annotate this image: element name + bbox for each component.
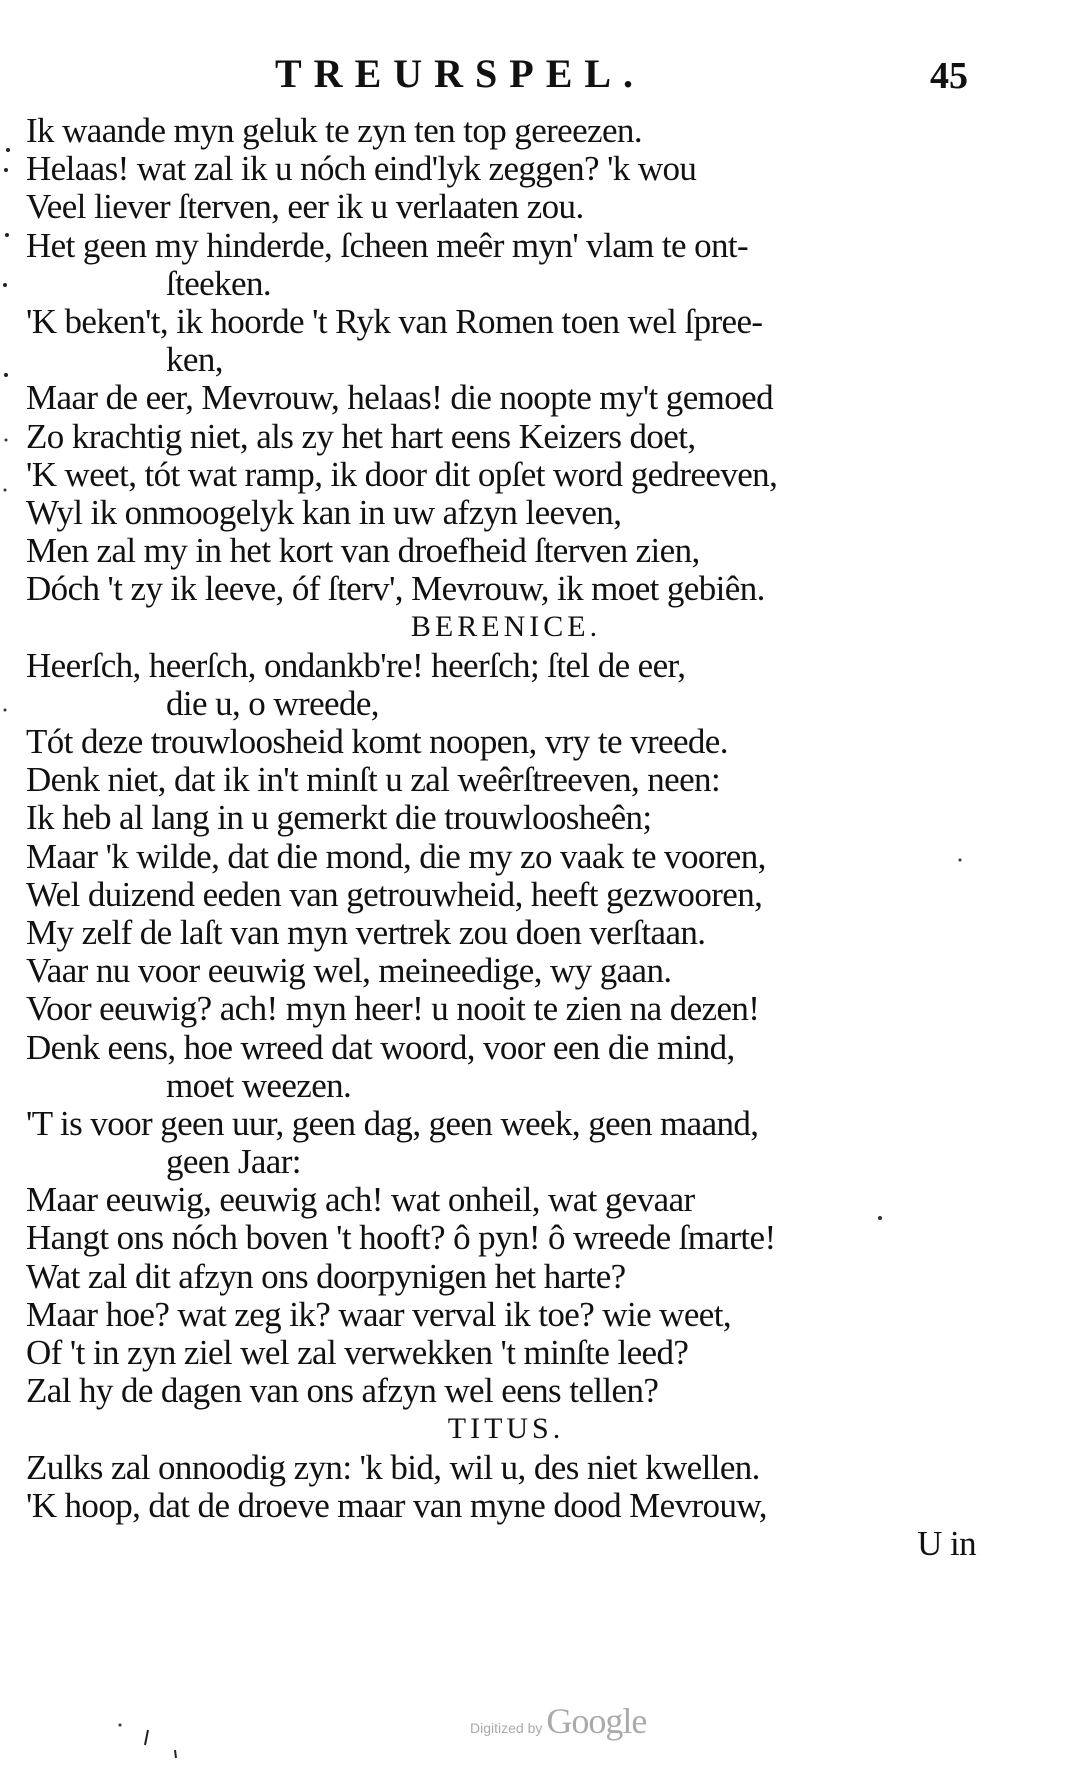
verse-line: Of 't in zyn ziel wel zal verwekken 't minſte leed? — [26, 1333, 689, 1372]
verse-line: Maar hoe? wat zeg ik? waar verval ik toe? wie weet, — [26, 1294, 731, 1334]
speaker-name: BERENICE. — [410, 610, 602, 644]
verse-line: Maar eeuwig, eeuwig ach! wat onheil, wat gevaar — [26, 1180, 695, 1220]
verse-line: ſteeken. — [166, 263, 272, 303]
verse-line: Hangt ons nóch boven 't hooft? ô pyn! ô wreede ſmarte! — [26, 1218, 776, 1258]
verse-line: Vaar nu voor eeuwig wel, meineedige, wy gaan. — [26, 951, 672, 991]
speaker-name: TITUS. — [447, 1412, 565, 1446]
google-watermark — [470, 1700, 646, 1742]
verse-line: Tót deze trouwloosheid komt noopen, vry te vreede. — [26, 722, 728, 761]
verse-line: Zo krachtig niet, als zy het hart eens Keizers doet, — [26, 416, 696, 456]
verse-line: 'T is voor geen uur, geen dag, geen week, geen maand, — [26, 1103, 759, 1143]
verse-line: moet weezen. — [166, 1065, 352, 1105]
verse-line: 'K beken't, ik hoorde 't Ryk van Romen toen wel ſpree- — [26, 301, 763, 341]
verse-line: Helaas! wat zal ik u nóch eind'lyk zeggen? 'k wou — [26, 149, 697, 189]
catchword: U in — [917, 1523, 976, 1563]
verse-line: Wyl ik onmoogelyk kan in uw afzyn leeven, — [26, 492, 622, 532]
verse-line: Maar 'k wilde, dat die mond, die my zo vaak te vooren, — [26, 836, 766, 876]
watermark-prefix: Digitized by — [470, 1720, 543, 1736]
verse-line: Ik waande myn geluk te zyn ten top gereezen. — [26, 111, 642, 150]
verse-line: Zal hy de dagen van ons afzyn wel eens tellen? — [26, 1371, 659, 1411]
verse-text — [26, 112, 976, 1563]
verse-line: Het geen my hinderde, ſcheen meêr myn' vlam te ont- — [26, 225, 749, 265]
verse-line: Denk eens, hoe wreed dat woord, voor een die mind, — [26, 1027, 735, 1067]
running-head — [0, 50, 1067, 100]
verse-line: My zelf de laſt van myn vertrek zou doen verſtaan. — [26, 912, 706, 952]
verse-line: Denk niet, dat ik in't minſt u zal weêrſtreeven, neen: — [26, 760, 721, 800]
verse-line: Maar de eer, Mevrouw, helaas! die noopte my't gemoed — [26, 378, 773, 418]
verse-line: 'K hoop, dat de droeve maar van myne dood Mevrouw, — [26, 1485, 767, 1525]
verse-line: Men zal my in het kort van droefheid ſterven zien, — [26, 531, 700, 571]
verse-line: die u, o wreede, — [166, 683, 379, 723]
verse-line: 'K weet, tót wat ramp, ik door dit opſet word gedreeven, — [26, 454, 778, 494]
verse-line: ken, — [166, 340, 223, 380]
watermark-brand: Google — [546, 1701, 647, 1741]
verse-line: Zulks zal onnoodig zyn: 'k bid, wil u, des niet kwellen. — [26, 1447, 760, 1487]
verse-line: Dóch 't zy ik leeve, óf ſterv', Mevrouw, ik moet gebiên. — [26, 569, 765, 609]
verse-line: Veel liever ſterven, eer ik u verlaaten zou. — [26, 187, 584, 227]
running-title: TREURSPEL. — [275, 51, 646, 96]
verse-line: Heerſch, heerſch, ondankb're! heerſch; ſtel de eer, — [26, 645, 686, 685]
verse-line: geen Jaar: — [166, 1142, 301, 1182]
page-number: 45 — [930, 55, 968, 97]
verse-line: Wel duizend eeden van getrouwheid, heeft gezwooren, — [26, 874, 763, 914]
verse-line: Voor eeuwig? ach! myn heer! u nooit te zien na dezen! — [26, 989, 760, 1029]
verse-line: Ik heb al lang in u gemerkt die trouwloosheên; — [26, 798, 652, 838]
verse-line: Wat zal dit afzyn ons doorpynigen het harte? — [26, 1256, 626, 1296]
